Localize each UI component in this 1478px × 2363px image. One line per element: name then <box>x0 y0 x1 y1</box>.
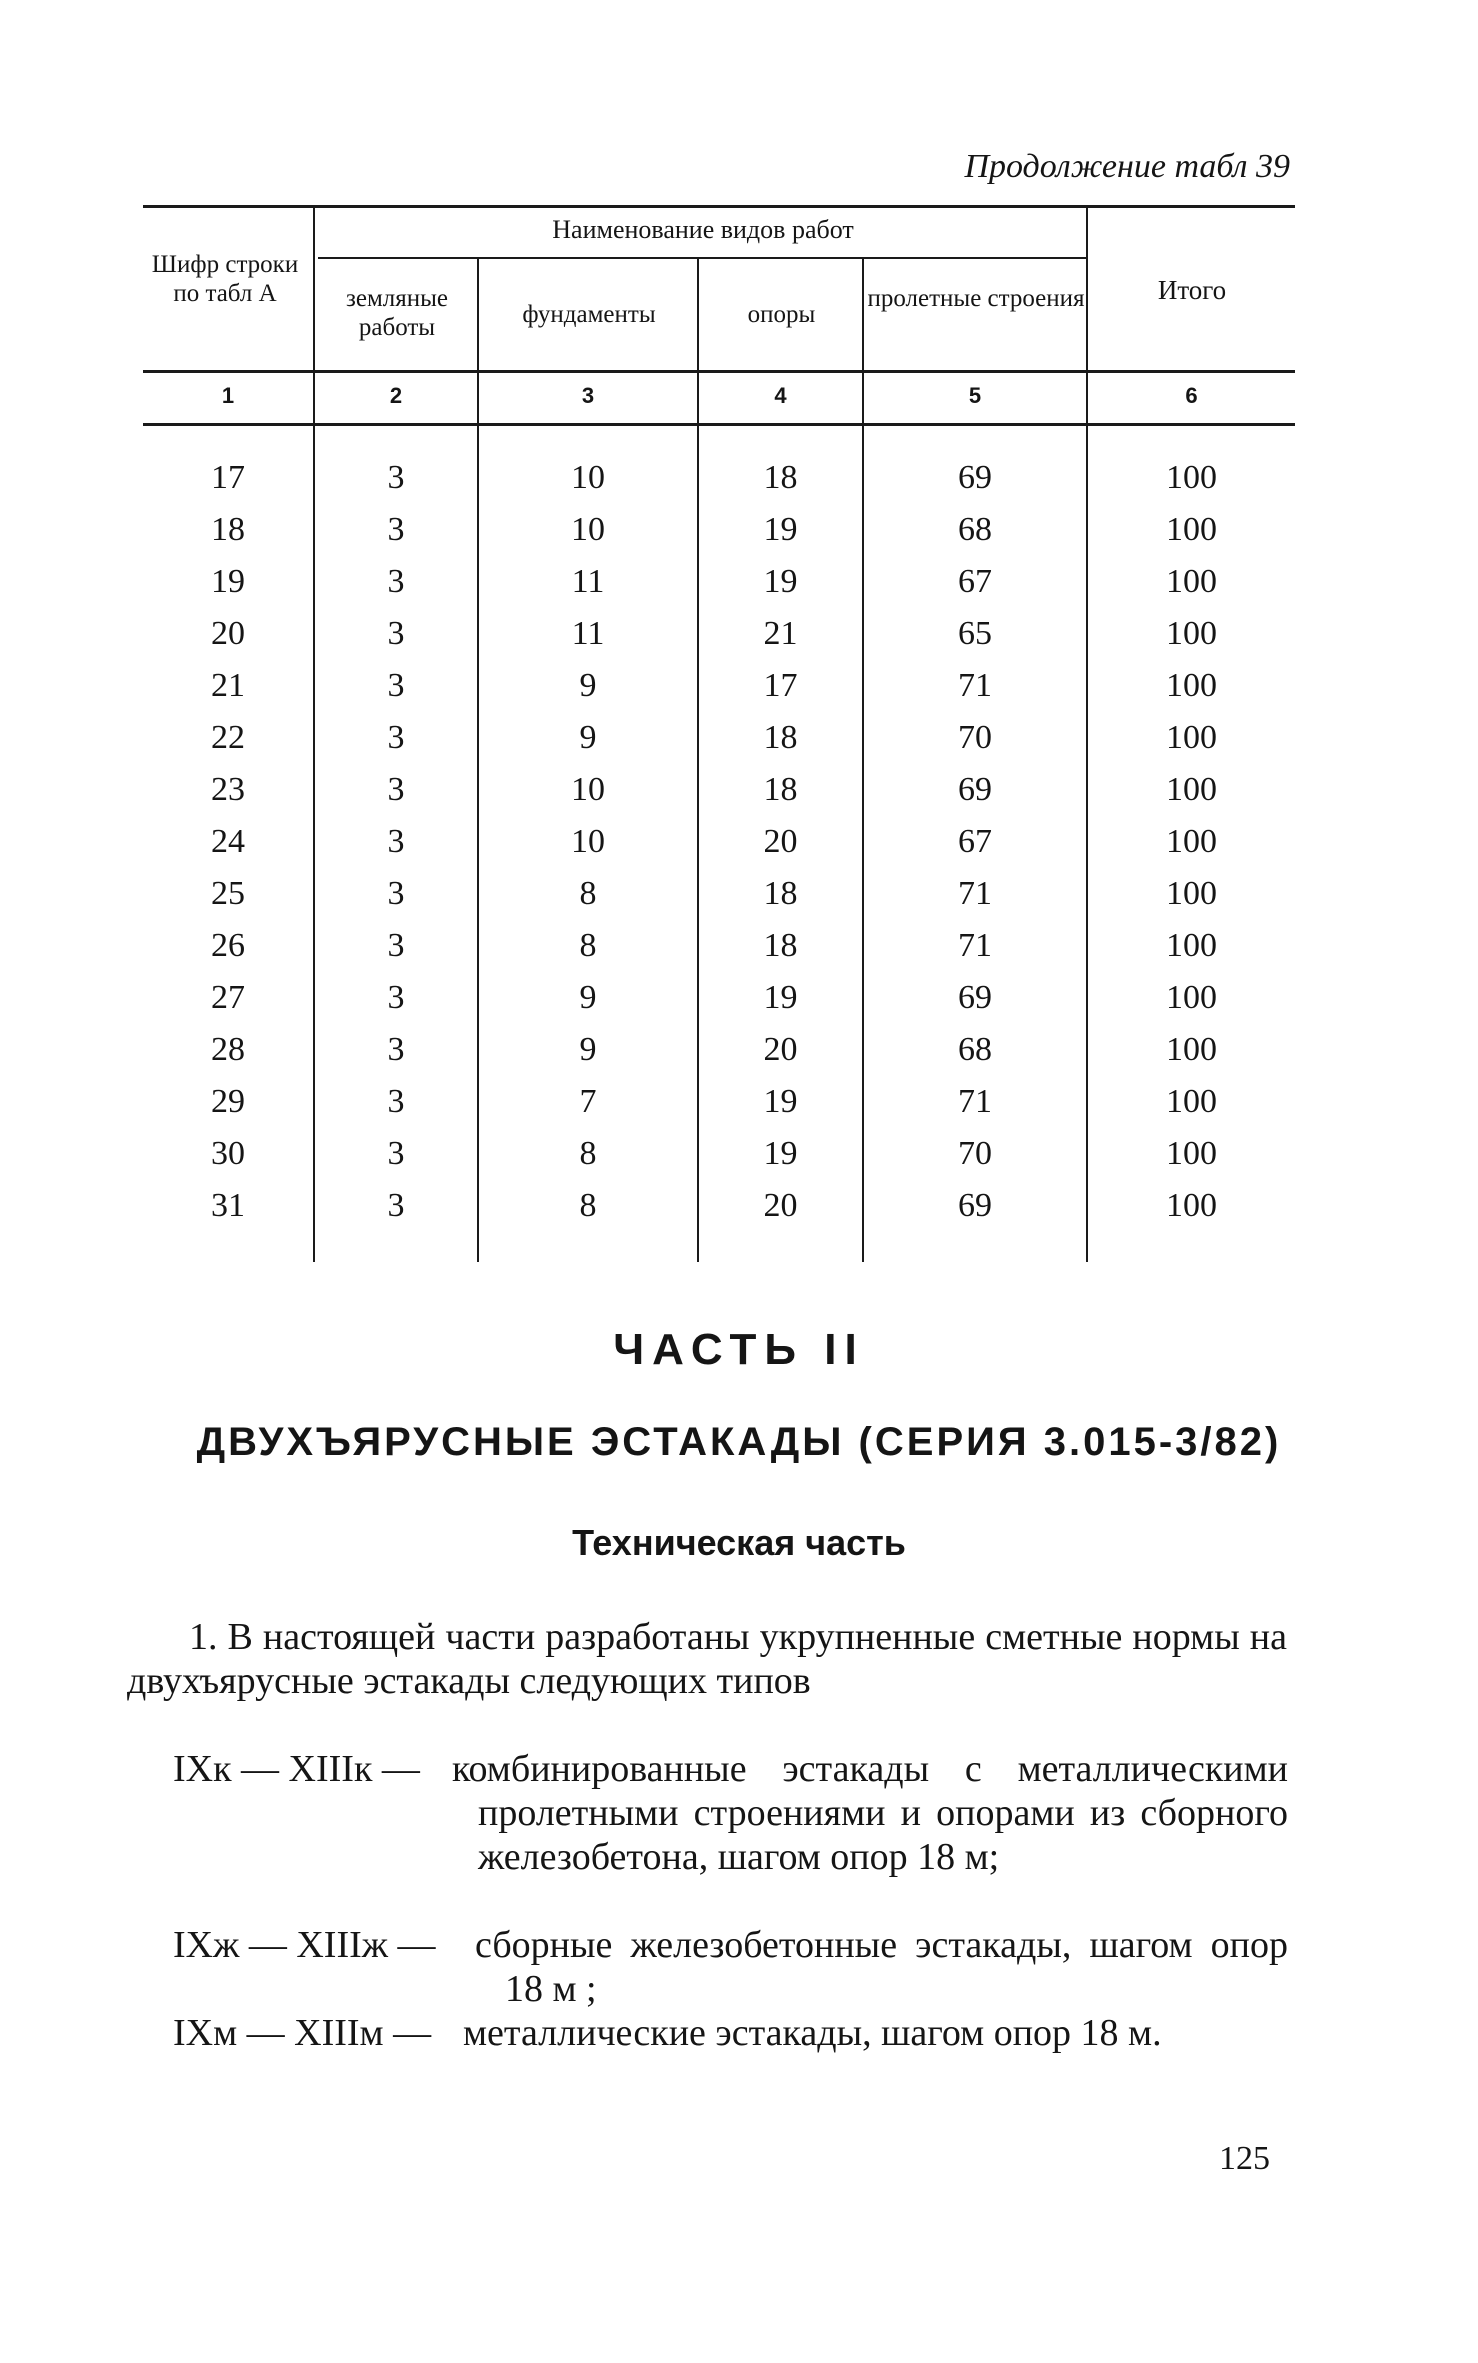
table-cell: 18 <box>763 719 798 756</box>
table-cell: 9 <box>579 1031 597 1068</box>
continuation-label: Продолжение табл 39 <box>964 148 1290 185</box>
table-row <box>0 660 1478 712</box>
header-bottom-rule <box>143 370 1295 373</box>
table-cell: 22 <box>211 719 245 756</box>
table-cell: 18 <box>763 771 798 808</box>
table-cell: 31 <box>211 1187 245 1224</box>
table-cell: 65 <box>958 615 992 652</box>
table-cell: 3 <box>387 1083 405 1120</box>
table-cell: 3 <box>387 511 405 548</box>
subtitle: Техническая часть <box>572 1522 906 1563</box>
table-cell: 28 <box>211 1031 245 1068</box>
header-spans: пролетные строения <box>867 285 1085 312</box>
table-cell: 3 <box>387 563 405 600</box>
table-row <box>0 1024 1478 1076</box>
col-number-2: 2 <box>389 383 403 408</box>
list-item-code: IXк — XIIIк — <box>173 1748 420 1790</box>
table-row <box>0 504 1478 556</box>
header-total: Итого <box>1157 275 1227 305</box>
table-cell: 100 <box>1166 667 1217 704</box>
table-cell: 20 <box>763 1031 798 1068</box>
list-item-code: IXм — XIIIм — <box>173 2012 432 2054</box>
table-cell: 100 <box>1166 615 1217 652</box>
table-cell: 3 <box>387 1187 405 1224</box>
table-cell: 68 <box>958 1031 992 1068</box>
table-cell: 18 <box>763 459 798 496</box>
table-cell: 27 <box>211 979 245 1016</box>
table-row <box>0 608 1478 660</box>
col-number-6: 6 <box>1185 383 1198 408</box>
table-cell: 19 <box>763 1135 798 1172</box>
table-cell: 18 <box>211 511 245 548</box>
list-item <box>173 1923 1288 2011</box>
table-cell: 3 <box>387 1135 405 1172</box>
section-title: ДВУХЪЯРУСНЫЕ ЭСТАКАДЫ (СЕРИЯ 3.015-3/82) <box>196 1420 1282 1464</box>
table-cell: 3 <box>387 875 405 912</box>
table-cell: 100 <box>1166 459 1217 496</box>
table-cell: 7 <box>579 1083 597 1120</box>
header-supports: опоры <box>747 301 816 328</box>
table-cell: 70 <box>958 1135 992 1172</box>
table-cell: 3 <box>387 823 405 860</box>
table-cell: 10 <box>571 771 605 808</box>
table-cell: 69 <box>958 459 992 496</box>
table-row <box>0 764 1478 816</box>
table-cell: 100 <box>1166 823 1217 860</box>
table-cell: 69 <box>958 1187 992 1224</box>
list-item-code: IXж — XIIIж — <box>173 1924 436 1966</box>
part-title: ЧАСТЬ II <box>613 1325 865 1374</box>
list-item-text: сборные железобетонные эстакады, шагом опор 18 м ; <box>475 1924 1288 2010</box>
table-cell: 24 <box>211 823 245 860</box>
header-code: Шифр строки по табл А <box>151 251 299 307</box>
table-row <box>0 1076 1478 1128</box>
table-cell: 26 <box>211 927 245 964</box>
numbers-bottom-rule <box>143 423 1295 426</box>
table-cell: 9 <box>579 667 597 704</box>
table-cell: 20 <box>211 615 245 652</box>
table-cell: 8 <box>579 1135 597 1172</box>
col-number-1: 1 <box>221 383 235 408</box>
table-cell: 100 <box>1166 511 1217 548</box>
table-cell: 20 <box>763 1187 798 1224</box>
table-cell: 3 <box>387 927 405 964</box>
table-cell: 69 <box>958 771 992 808</box>
table-cell: 71 <box>958 1083 992 1120</box>
table-row <box>0 1180 1478 1232</box>
group-header-rule <box>318 257 1088 259</box>
table-cell: 10 <box>571 511 605 548</box>
intro-paragraph: 1. В настоящей части разработаны укрупненные сметные нормы на двухъярусные эстакады следующих типов <box>127 1616 1287 1702</box>
table-cell: 11 <box>571 615 605 652</box>
header-earthworks: земляные работы <box>345 285 449 341</box>
table-cell: 69 <box>958 979 992 1016</box>
table-cell: 100 <box>1166 1187 1217 1224</box>
table-cell: 67 <box>958 823 992 860</box>
table-cell: 3 <box>387 1031 405 1068</box>
list-item-text: металлические эстакады, шагом опор 18 м. <box>463 2012 1162 2054</box>
header-foundations: фундаменты <box>522 301 656 328</box>
table-cell: 21 <box>211 667 245 704</box>
table-cell: 100 <box>1166 875 1217 912</box>
col-number-5: 5 <box>968 383 982 408</box>
table-cell: 3 <box>387 615 405 652</box>
table-cell: 100 <box>1166 1135 1217 1172</box>
table-cell: 3 <box>387 979 405 1016</box>
list-item-text: комбинированные эстакады с металлическими пролетными строениями и опорами из сборного железобетона, шагом опор 18 м; <box>452 1748 1288 1878</box>
table-cell: 23 <box>211 771 245 808</box>
col-number-4: 4 <box>774 383 787 408</box>
table-row <box>0 712 1478 764</box>
table-cell: 100 <box>1166 771 1217 808</box>
table-cell: 17 <box>763 667 798 704</box>
table-cell: 67 <box>958 563 992 600</box>
table-cell: 10 <box>571 823 605 860</box>
list-item <box>173 1747 1288 1923</box>
table-cell: 71 <box>958 875 992 912</box>
table-cell: 19 <box>763 1083 798 1120</box>
table-cell: 11 <box>571 563 605 600</box>
table-cell: 70 <box>958 719 992 756</box>
table-cell: 100 <box>1166 1083 1217 1120</box>
table-cell: 3 <box>387 667 405 704</box>
list-item <box>173 2011 1288 2099</box>
table-cell: 9 <box>579 979 597 1016</box>
table-cell: 100 <box>1166 719 1217 756</box>
table-cell: 71 <box>958 927 992 964</box>
table-row <box>0 556 1478 608</box>
table-cell: 9 <box>579 719 597 756</box>
table-row <box>0 920 1478 972</box>
table-row <box>0 1128 1478 1180</box>
table-cell: 100 <box>1166 979 1217 1016</box>
table-cell: 3 <box>387 771 405 808</box>
table-cell: 18 <box>763 927 798 964</box>
table-cell: 3 <box>387 459 405 496</box>
table-top-rule <box>143 205 1295 208</box>
table-cell: 17 <box>211 459 245 496</box>
table-cell: 71 <box>958 667 992 704</box>
table-cell: 8 <box>579 1187 597 1224</box>
header-group: Наименование видов работ <box>552 215 854 244</box>
table-row <box>0 816 1478 868</box>
table-row <box>0 452 1478 504</box>
table-cell: 100 <box>1166 563 1217 600</box>
table-cell: 10 <box>571 459 605 496</box>
table-cell: 100 <box>1166 927 1217 964</box>
table-cell: 100 <box>1166 1031 1217 1068</box>
table-cell: 18 <box>763 875 798 912</box>
table-cell: 8 <box>579 875 597 912</box>
table-cell: 3 <box>387 719 405 756</box>
col-number-3: 3 <box>581 383 595 408</box>
table-cell: 8 <box>579 927 597 964</box>
table-cell: 20 <box>763 823 798 860</box>
table-cell: 29 <box>211 1083 245 1120</box>
table-cell: 19 <box>763 563 798 600</box>
table-cell: 30 <box>211 1135 245 1172</box>
table-cell: 68 <box>958 511 992 548</box>
table-cell: 19 <box>211 563 245 600</box>
table-row <box>0 868 1478 920</box>
page-number: 125 <box>1219 2140 1270 2177</box>
table-cell: 19 <box>763 979 798 1016</box>
table-cell: 21 <box>763 615 798 652</box>
table-row <box>0 972 1478 1024</box>
table-cell: 25 <box>211 875 245 912</box>
table-cell: 19 <box>763 511 798 548</box>
